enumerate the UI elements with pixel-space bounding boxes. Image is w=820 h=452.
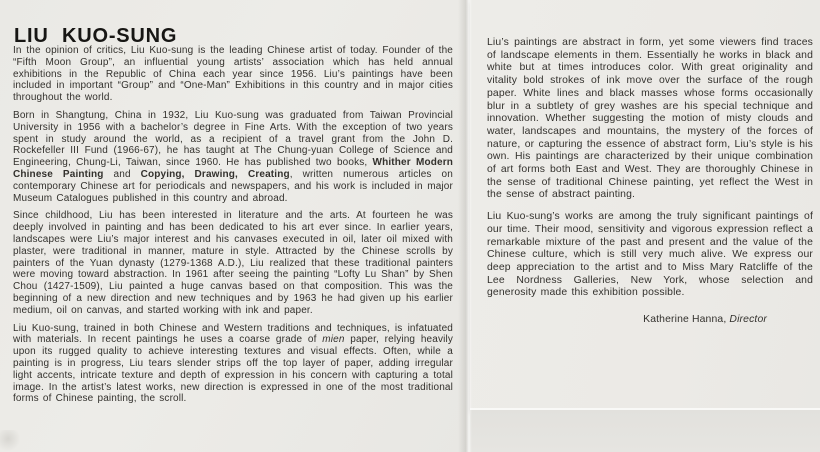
- paragraph: [13, 210, 453, 316]
- right-column-paragraphs: [487, 37, 813, 300]
- paragraph: [13, 110, 453, 204]
- signature-line: [487, 314, 813, 325]
- text-run: In the opinion of critics, Liu Kuo-sung is the leading Chinese artist of today. Founder of the “Fifth Moon Group”, an influential young artists’ association which has held annual exhibitions in the Republic of China each year since 1956. Liu’s paintings have been included in important “Group” and “One-Man” Exhibitions in this country and in major cities throughout the world.: [13, 45, 453, 104]
- signature-role: Director: [729, 314, 767, 326]
- under-page-area: [470, 410, 820, 452]
- text-run: mien: [322, 334, 345, 346]
- text-run: Born in Shangtung, China in 1932, Liu Kuo-sung was graduated from Taiwan Provincial University in 1956 with a bachelor’s degree in Fine Arts. With the exception of two years spent in study around the world, as a recipient of a travel grant from the John D. Rockefeller III Fund (1966-67), he has taught at The Chung-yuan College of Science and Engineering, Chung-Li, Taiwan, since 1960. He has published two books,: [13, 109, 453, 169]
- text-run: Whither Modern Chinese Painting: [13, 157, 453, 180]
- text-run: Copying, Drawing, Creating: [140, 168, 290, 180]
- text-run: Liu’s paintings are abstract in form, yet some viewers find traces of landscape elements in them. Essentially he works in black and white but at times introduces color. With great originality and vitality bold strokes of ink move over the surface of the rough paper. White lines and black masses whose forms occasionally blur in a subtlety of grey washes are his special technique and innovation. Whether suggesting the motion of misty clouds and water, landscapes and mountains, the mystery of the forces of nature, or capturing the essence of abstract form, Liu’s style is his own. His paintings are characterized by their unique combination of art forms both East and West. They are thoroughly Chinese in the sense of traditional Chinese painting, yet reflect the West in the sense of abstract painting.: [487, 37, 813, 201]
- scan-smudge: [0, 430, 20, 452]
- page-title: LIU KUO-SUNG: [14, 25, 178, 48]
- right-column: [487, 37, 813, 325]
- paragraph: [487, 37, 813, 202]
- left-column-paragraphs: [13, 45, 453, 405]
- signature-name: Katherine Hanna,: [643, 314, 730, 326]
- page-fold-divider: [458, 0, 472, 452]
- text-run: and: [103, 168, 141, 180]
- left-column: [13, 45, 453, 411]
- paragraph: [487, 211, 813, 300]
- paragraph: [13, 45, 453, 104]
- text-run: paper, relying heavily upon its rugged quality to achieve interesting textures and visual effects. Often, while a painting is in progress, Liu tears slender strips off the top layer of paper, adding irregular light accents, intricate texture and depth of expression in his concern with capturing a total image. In the artist’s latest works, new direction is expressed in one of the most traditional forms of Chinese painting, the scroll.: [13, 334, 454, 405]
- text-run: , written numerous articles on contemporary Chinese art for periodicals and newspapers, and his work is included in major Museum Catalogues published in this country and abroad.: [13, 168, 453, 204]
- text-run: Liu Kuo-sung’s works are among the truly significant paintings of our time. Their mood, sensitivity and vigorous expression reflect a remarkable mixture of the past and present and the value of the Chinese culture, which is still very much alive. We express our deep appreciation to the artist and to Miss Mary Ratcliffe of the Lee Nordness Galleries, New York, whose selection and generosity made this exhibition possible.: [487, 211, 813, 299]
- paragraph: [13, 323, 453, 406]
- text-run: Liu Kuo-sung, trained in both Chinese and Western traditions and techniques, is infatuated with materials. In recent paintings he uses a coarse grade of: [13, 322, 453, 346]
- text-run: Since childhood, Liu has been interested in literature and the arts. At fourteen he was deeply involved in painting and has been dedicated to his art ever since. In earlier years, landscapes were Liu’s major interest and his canvases executed in oil, later oil mixed with plaster, were traditional in manner, mature in style. Attracted by the Chinese scrolls by painters of the Yuan dynasty (1279-1368 A.D.), Liu realized that these traditional painters were moving toward abstraction. In 1961 after seeing the painting “Lofty Lu Shan” by Shen Chou (1427-1509), Liu painted a huge canvas based on that composition. This was the beginning of a new direction and new techniques and by 1963 he had given up his earlier medium, oil on canvas, and started working with ink and paper.: [13, 210, 453, 316]
